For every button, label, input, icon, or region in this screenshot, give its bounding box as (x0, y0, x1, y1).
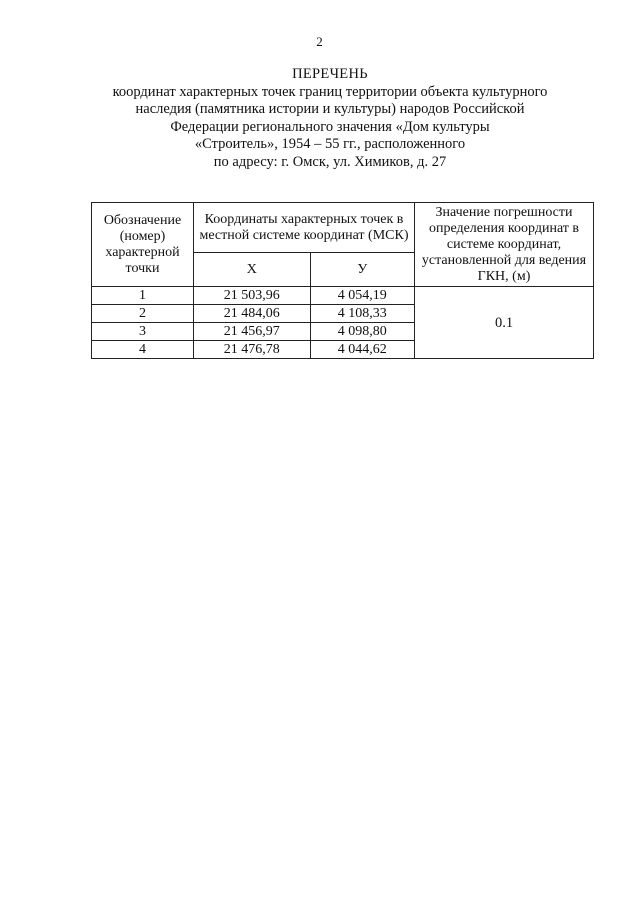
table-row (92, 287, 594, 305)
page-number: 2 (316, 34, 323, 49)
document-title: ПЕРЕЧЕНЬ (292, 66, 368, 82)
header-y: У (310, 253, 414, 287)
cell-point: 4 (92, 341, 194, 359)
cell-y: 4 044,62 (310, 341, 414, 359)
cell-point: 2 (92, 305, 194, 323)
cell-y: 4 054,19 (310, 287, 414, 305)
document-heading (60, 66, 600, 171)
heading-line: Федерации регионального значения «Дом культуры (170, 118, 490, 135)
cell-point: 1 (92, 287, 194, 305)
coordinates-table (91, 202, 594, 359)
header-point-number: Обозначение (номер) характерной точки (92, 203, 194, 287)
cell-point: 3 (92, 323, 194, 341)
heading-line: «Строитель», 1954 – 55 гг., расположенного (194, 136, 466, 152)
header-coordinates: Координаты характерных точек в местной системе координат (МСК) (194, 203, 415, 253)
cell-x: 21 456,97 (194, 323, 311, 341)
cell-x: 21 484,06 (194, 305, 311, 323)
cell-x: 21 503,96 (194, 287, 311, 305)
heading-line: наследия (памятника истории и культуры) народов Российской (135, 101, 525, 117)
cell-accuracy: 0.1 (415, 287, 594, 359)
cell-y: 4 098,80 (310, 323, 414, 341)
heading-line: координат характерных точек границ территории объекта культурного (112, 83, 548, 100)
cell-x: 21 476,78 (194, 341, 311, 359)
heading-line: по адресу: г. Омск, ул. Химиков, д. 27 (213, 153, 447, 170)
header-x: Х (194, 253, 311, 287)
cell-y: 4 108,33 (310, 305, 414, 323)
header-accuracy: Значение погрешности определения координат в системе координат, установленной для ведения ГКН, (м) (415, 203, 594, 287)
